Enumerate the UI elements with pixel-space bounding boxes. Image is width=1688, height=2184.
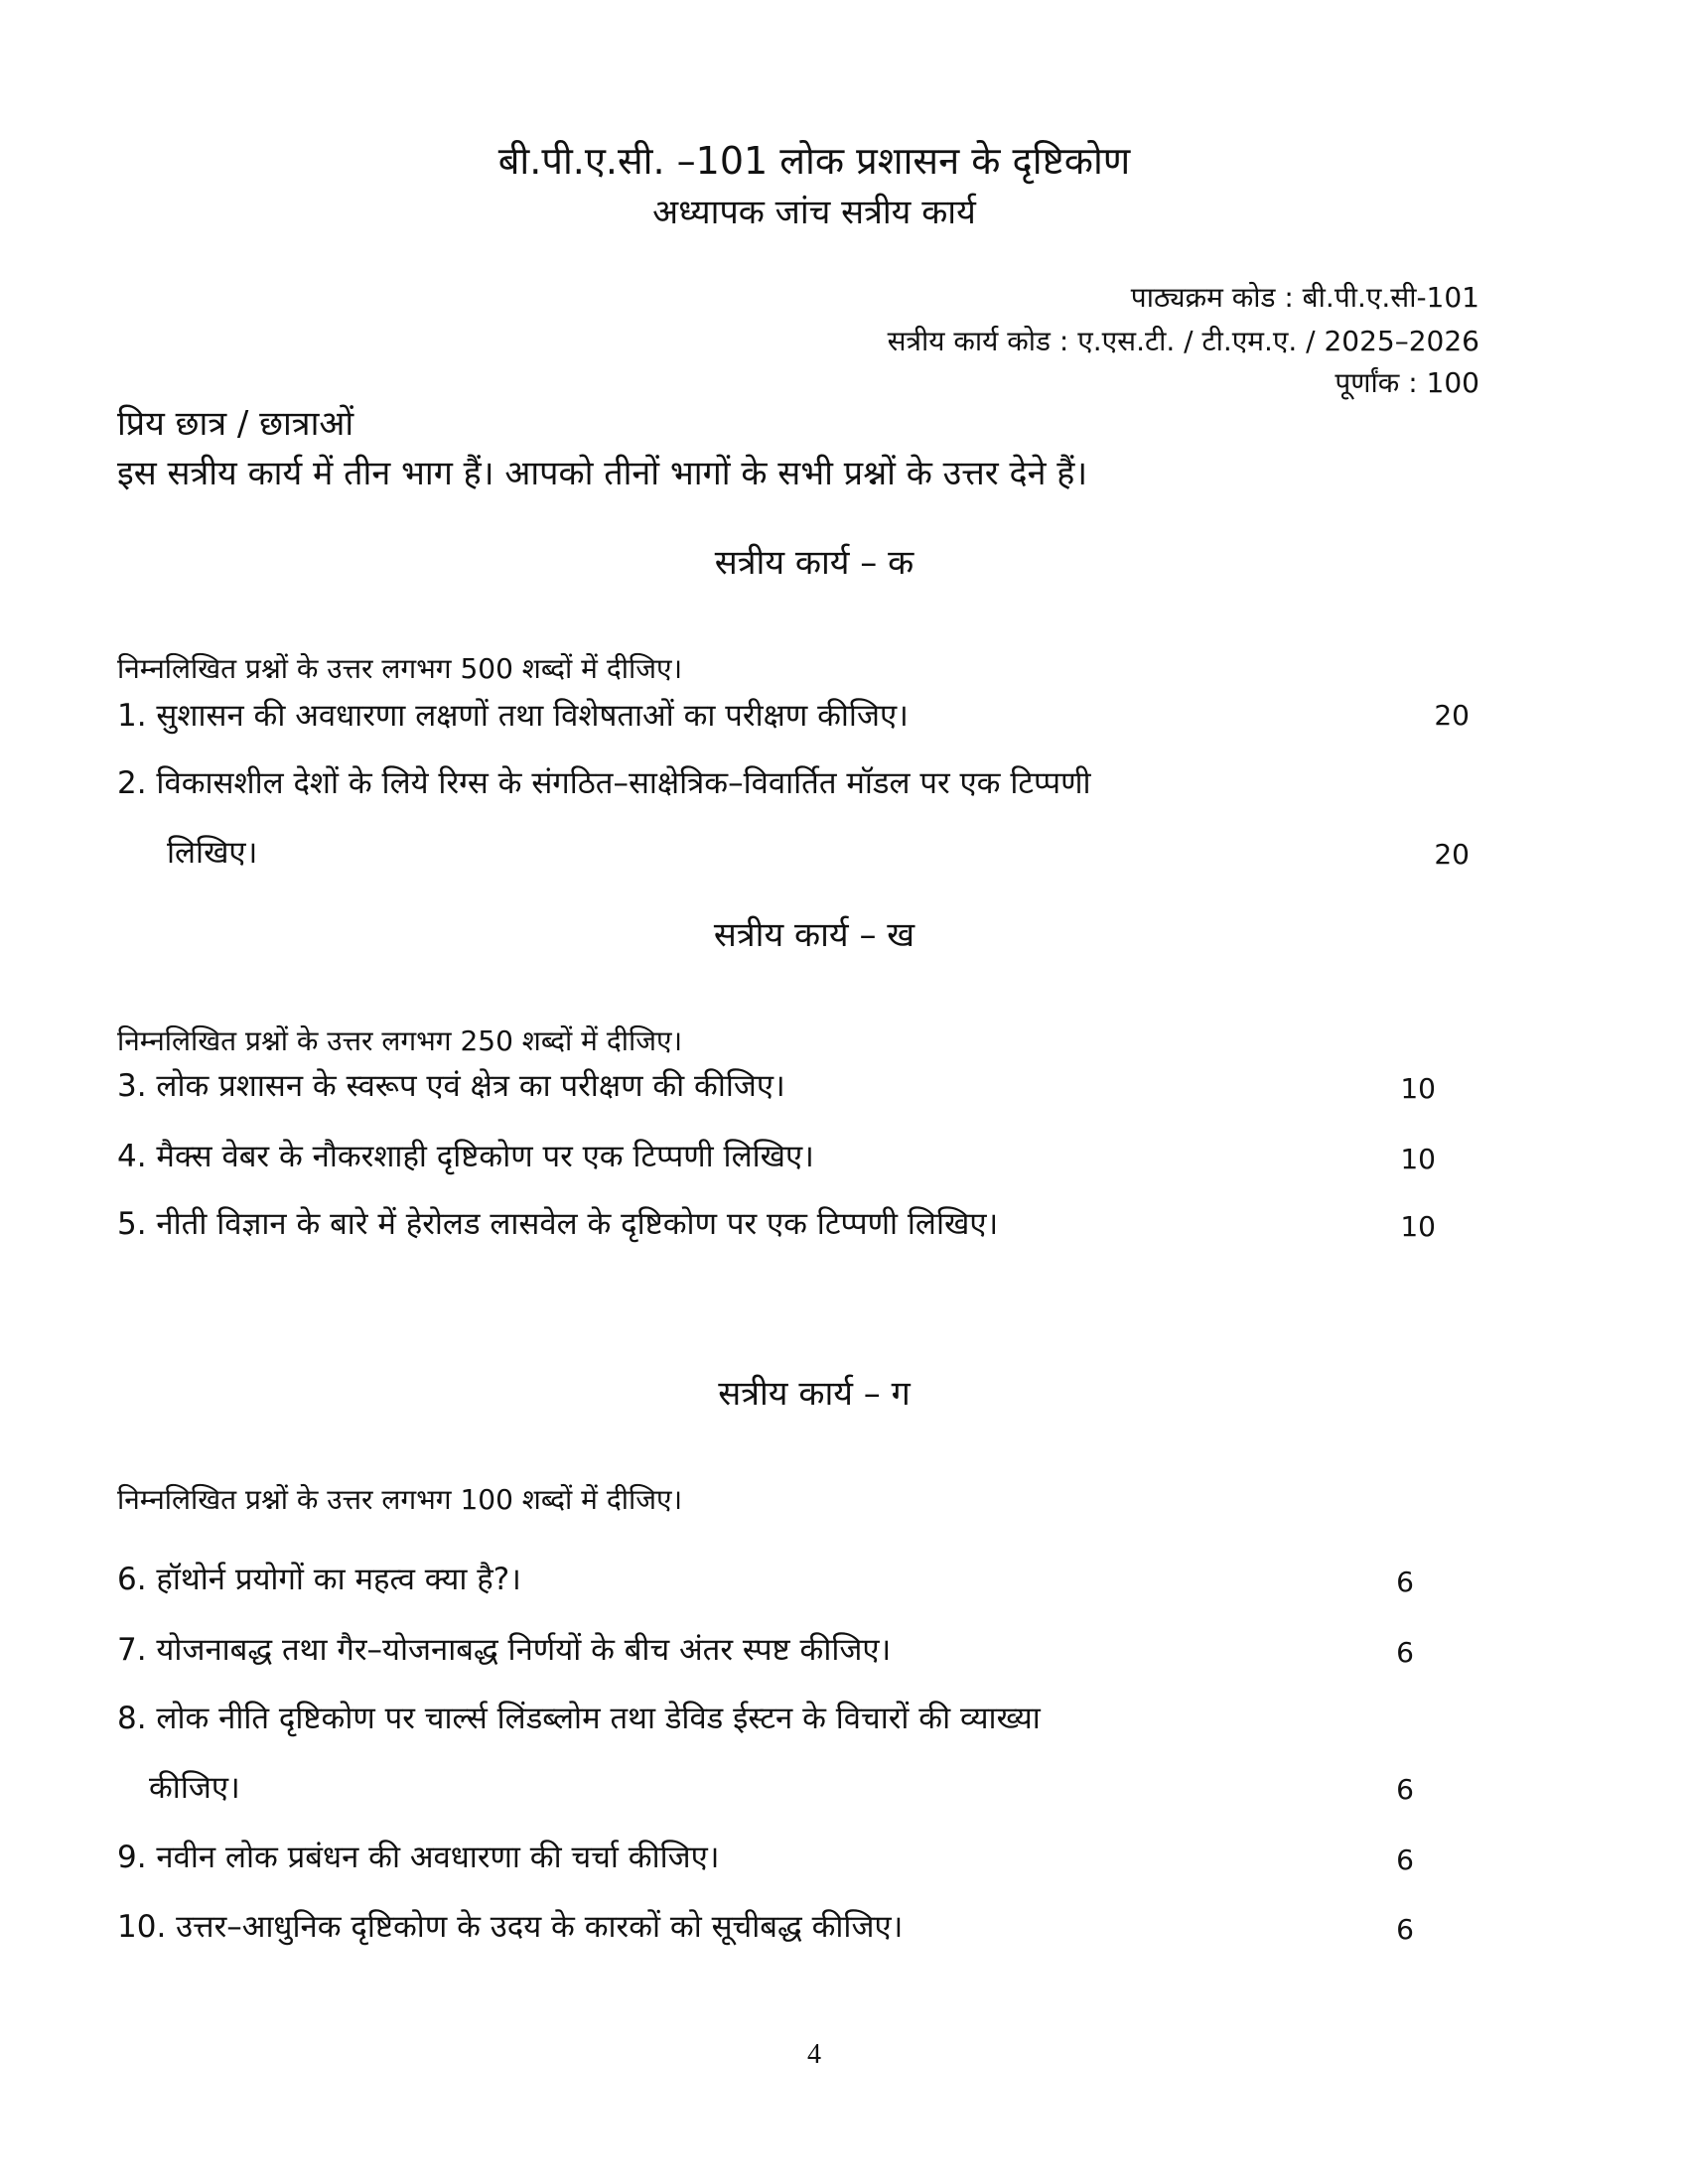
marks-2: 20: [1434, 838, 1470, 871]
page-number: 4: [807, 2039, 821, 2070]
course-code: पाठ्यक्रम कोड : बी.पी.ए.सी-101: [1130, 281, 1479, 314]
max-marks: पूर्णांक : 100: [1335, 366, 1479, 399]
assignment-code: सत्रीय कार्य कोड : ए.एस.टी. / टी.एम.ए. / 2025–2026: [887, 325, 1479, 357]
question-2: 2. विकासशील देशों के लिये रिग्स के संगठित–साक्षेत्रिक–विवार्तित मॉडल पर एक टिप्पणी: [117, 765, 1091, 801]
question-8-continuation: कीजिए।: [149, 1770, 240, 1806]
marks-3: 10: [1400, 1072, 1436, 1105]
question-8: 8. लोक नीति दृष्टिकोण पर चार्ल्स लिंडब्लोम तथा डेविड ईस्टन के विचारों की व्याख्या: [117, 1701, 1041, 1736]
question-5: 5. नीती विज्ञान के बारे में हेरोलड लासवेल के दृष्टिकोण पर एक टिप्पणी लिखिए।: [117, 1206, 999, 1242]
section-heading-a: सत्रीय कार्य – क: [714, 543, 914, 583]
document-title: बी.पी.ए.सी. –101 लोक प्रशासन के दृष्टिकोण: [497, 139, 1131, 183]
general-instruction: इस सत्रीय कार्य में तीन भाग हैं। आपको तीनों भागों के सभी प्रश्नों के उत्तर देने हैं।: [117, 454, 1088, 493]
question-4: 4. मैक्स वेबर के नौकरशाही दृष्टिकोण पर एक टिप्पणी लिखिए।: [117, 1139, 814, 1174]
section-heading-b: सत्रीय कार्य – ख: [713, 915, 915, 955]
marks-4: 10: [1400, 1143, 1436, 1175]
question-2-continuation: लिखिए।: [167, 835, 258, 871]
marks-6: 6: [1396, 1566, 1414, 1598]
section-instruction-b: निम्नलिखित प्रश्नों के उत्तर लगभग 250 शब्दों में दीजिए।: [117, 1024, 683, 1057]
document-subtitle: अध्यापक जांच सत्रीय कार्य: [652, 193, 976, 232]
question-7: 7. योजनाबद्ध तथा गैर–योजनाबद्ध निर्णयों के बीच अंतर स्पष्ट कीजिए।: [117, 1632, 892, 1668]
marks-5: 10: [1400, 1210, 1436, 1243]
question-6: 6. हॉथोर्न प्रयोगों का महत्व क्या है?।: [117, 1562, 521, 1597]
marks-9: 6: [1396, 1843, 1414, 1876]
question-10: 10. उत्तर–आधुनिक दृष्टिकोण के उदय के कारकों को सूचीबद्ध कीजिए।: [117, 1909, 904, 1945]
marks-1: 20: [1434, 699, 1470, 732]
question-3: 3. लोक प्रशासन के स्वरूप एवं क्षेत्र का परीक्षण की कीजिए।: [117, 1068, 785, 1104]
section-instruction-a: निम्नलिखित प्रश्नों के उत्तर लगभग 500 शब्दों में दीजिए।: [117, 652, 683, 685]
question-9: 9. नवीन लोक प्रबंधन की अवधारणा की चर्चा कीजिए।: [117, 1840, 720, 1875]
marks-8: 6: [1396, 1773, 1414, 1806]
marks-10: 6: [1396, 1913, 1414, 1946]
section-heading-c: सत्रीय कार्य – ग: [718, 1374, 911, 1414]
salutation: प्रिय छात्र / छात्राओं: [117, 404, 354, 444]
section-instruction-c: निम्नलिखित प्रश्नों के उत्तर लगभग 100 शब्दों में दीजिए।: [117, 1483, 683, 1516]
question-1: 1. सुशासन की अवधारणा लक्षणों तथा विशेषताओं का परीक्षण कीजिए।: [117, 698, 909, 734]
marks-7: 6: [1396, 1636, 1414, 1669]
